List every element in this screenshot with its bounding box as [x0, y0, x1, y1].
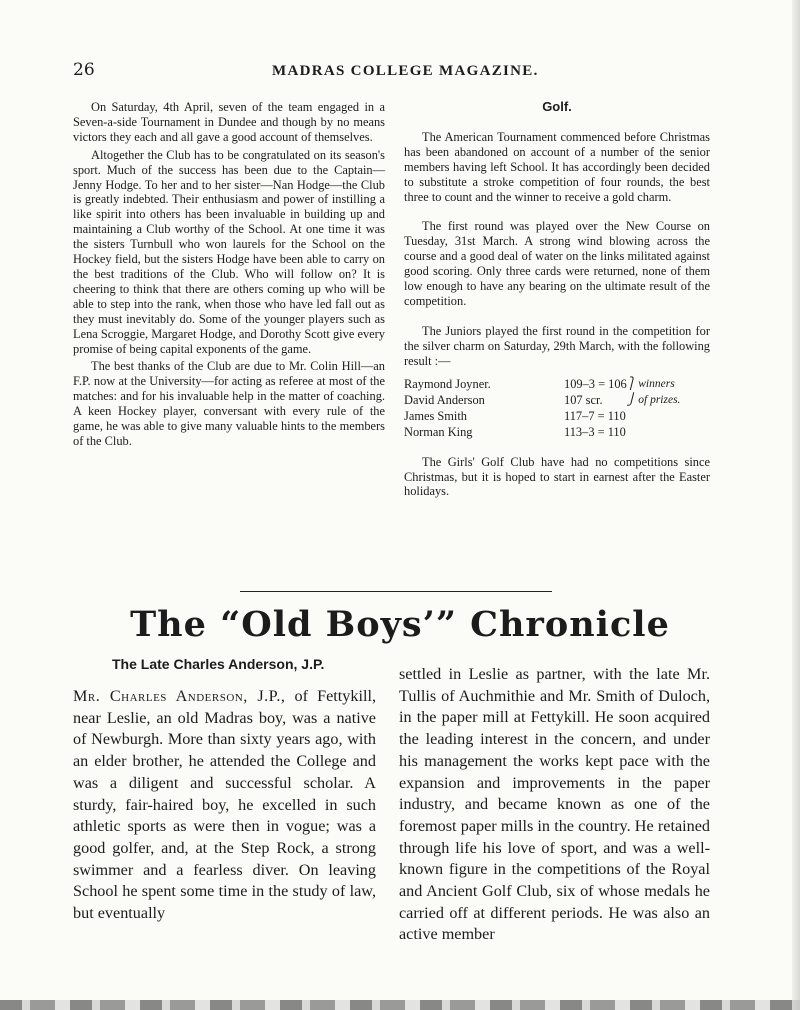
hockey-paragraph-1: On Saturday, 4th April, seven of the team engaged in a Seven-a-side Tournament in Dundee and though by no means victors they each and all gave a good account of themselves.: [73, 100, 385, 144]
golf-heading: Golf.: [542, 99, 572, 114]
results-table: [404, 377, 680, 441]
table-row: [404, 377, 680, 393]
golf-paragraph-3: The Juniors played the first round in the competition for the silver charm on Saturday, 29th March, with the following result :—: [404, 323, 710, 368]
hockey-paragraph-2: Altogether the Club has to be congratulated on its season's sport. Much of the success has been due to the Captain—Jenny Hodge. To her and to her sister—Nan Hodge—the Club is greatly indebted. Their enthusiasm and power of instilling a like spirit into others has been invaluable in building up and maintaining a Club worthy of the School. At one time it was the sisters Turnbull who won laurels for the School on the Hockey field, but the sisters Hodge have been able to carry on the best traditions of the Club. Who will follow on? It is cheering to think that there are others coming up who will be able to step into the rank, when those who have led fall out as they must inevitably do. Some of the younger players such as Lena Scroggie, Margaret Hodge, and Dorothy Scott give every promise of being capital exponents of the game.: [73, 147, 385, 356]
player-name: David Anderson: [404, 392, 485, 407]
obituary-text-right: settled in Leslie as partner, with the late Mr. Tullis of Auchmithie and Mr. Smith of Duloch, in the paper mill at Fettykill. He soon acquired the leading interest in the concern, and under his management the works kept pace with the expansion and improvements in the paper industry, and became known as one of the foremost paper mills in the country. He retained through life his love of sport, and was a well-known figure in the competitions of the Royal and Ancient Golf Club, six of whose medals he carried off at different periods. He was also an active member: [399, 665, 710, 944]
chronicle-title: The “Old Boys’” Chronicle: [130, 604, 670, 645]
prize-note: [627, 377, 681, 393]
prize-note: [627, 393, 681, 409]
brace-glyph: ⎭: [626, 393, 636, 406]
player-name: James Smith: [404, 408, 467, 423]
prize-note-text: winners: [638, 377, 675, 390]
player-score: 117–7 = 110: [564, 408, 626, 423]
obituary-lead-in: Mr. Charles Anderson, J.P.,: [73, 687, 286, 705]
prize-note: [627, 409, 681, 425]
table-row: [404, 409, 680, 425]
article-heading: The Late Charles Anderson, J.P.: [112, 656, 325, 672]
scan-bottom-edge: [0, 1000, 800, 1010]
table-row: [404, 393, 680, 409]
table-row: [404, 425, 680, 441]
section-divider: [240, 591, 552, 592]
hockey-column: [73, 100, 385, 449]
golf-paragraph-2: The first round was played over the New Course on Tuesday, 31st March. A strong wind blowing across the course and a good deal of water on the links militated against good scoring. Only three cards were returned, none of them low enough to have any bearing on the ultimate result of the competition.: [404, 219, 710, 308]
running-head: MADRAS COLLEGE MAGAZINE.: [272, 63, 539, 79]
obituary-column-right: [399, 664, 710, 946]
player-name: Norman King: [404, 424, 473, 439]
hockey-paragraph-3: The best thanks of the Club are due to Mr. Colin Hill—an F.P. now at the University—for acting as referee at most of the matches: and for his invaluable help in the matter of coaching. A keen Hockey player, conversant with every rule of the game, he was able to give many valuable hints to the members of the Club.: [73, 359, 385, 448]
obituary-paragraph-start: [73, 686, 376, 925]
golf-paragraph-1: The American Tournament commenced before Christmas has been abandoned on account of a number of the senior members having left School. It has accordingly been decided to substitute a stroke competition of four rounds, the best three to count and the winner to receive a gold charm.: [404, 129, 710, 204]
golf-column: [404, 100, 710, 514]
golf-paragraph-4: The Girls' Golf Club have had no competitions since Christmas, but it is hoped to start in earnest after the Easter holidays.: [404, 454, 710, 499]
player-name: Raymond Joyner.: [404, 376, 491, 391]
scan-edge-shadow: [792, 0, 800, 1010]
page-number: 26: [73, 60, 95, 80]
brace-glyph: ⎫: [626, 377, 636, 390]
player-score: 107 scr.: [564, 392, 603, 407]
player-score: 113–3 = 110: [564, 424, 626, 439]
prize-note: [627, 425, 681, 441]
player-score: 109–3 = 106: [564, 376, 627, 391]
prize-note-text: of prizes.: [638, 393, 681, 406]
obituary-column-left: [73, 686, 376, 925]
obituary-text-left: of Fettykill, near Leslie, an old Madras boy, was a native of Newburgh. More than sixty years ago, with an elder brother, he attended the College and was a diligent and successful scholar. A sturdy, fair-haired boy, he excelled in such athletic sports as were then in vogue; was a good golfer, and, at the Step Rock, a strong swimmer and a fearless diver. On leaving School he spent some time in the study of law, but eventually: [73, 687, 376, 923]
